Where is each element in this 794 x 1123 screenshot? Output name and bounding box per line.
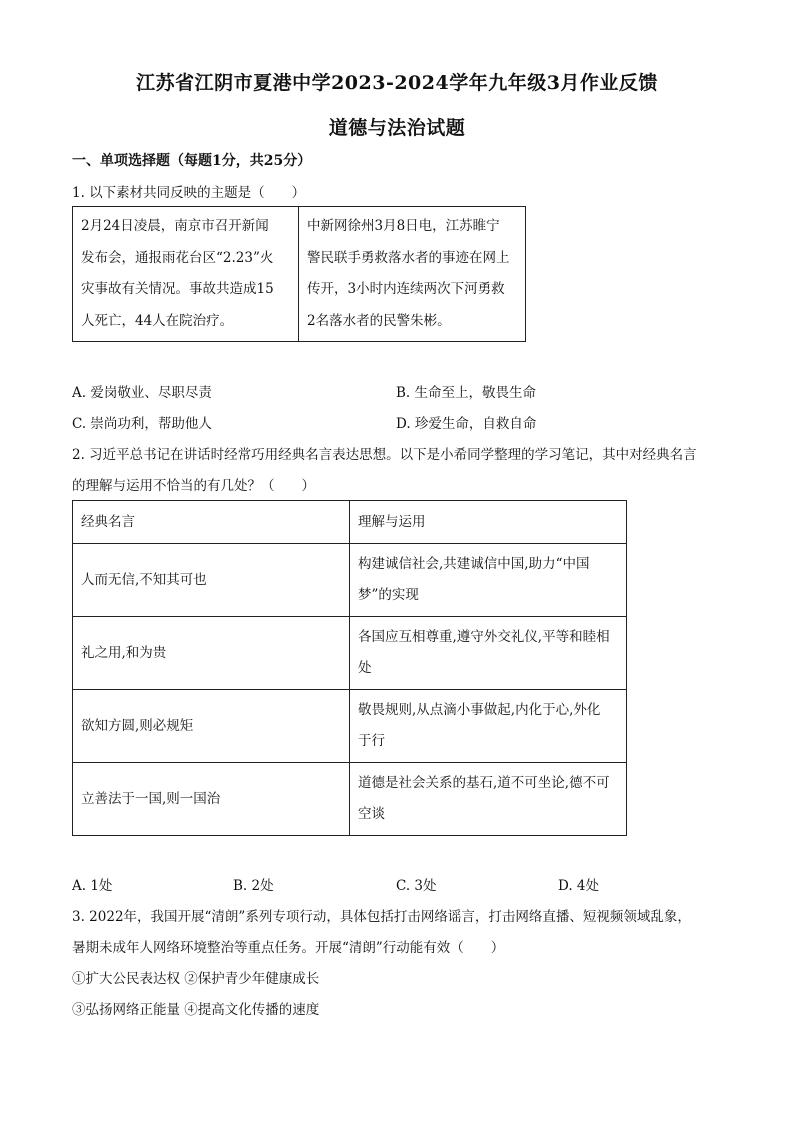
q1-left-line: 发布会，通报雨花台区“2.23”火 (81, 249, 274, 266)
q2-option-d: D. 4处 (558, 878, 600, 894)
q1-option-c: C. 崇尚功利，帮助他人 (72, 416, 212, 432)
q1-right-line: 警民联手勇救落水者的事迹在网上 (307, 249, 510, 266)
use-cell (350, 544, 627, 617)
q1-right-line: 2名落水者的民警朱彬。 (307, 312, 451, 329)
table-row (73, 690, 627, 763)
q1-option-d: D. 珍爱生命，自救自命 (396, 416, 537, 432)
use-line: 各国应互相尊重,遵守外交礼仪,平等和睦相 (358, 629, 610, 645)
q2-stem-line2: 的理解与运用不恰当的有几处？（ ） (72, 478, 315, 494)
table-row (73, 544, 627, 617)
q3-items-line2: ③弘扬网络正能量 ④提高文化传播的速度 (72, 1002, 320, 1018)
use-cell (350, 763, 627, 836)
q3-stem-line2: 暑期未成年人网络环境整治等重点任务。开展“清朗”行动能有效（ ） (72, 940, 505, 956)
use-line: 空谈 (358, 806, 385, 822)
q1-material-table (72, 206, 526, 342)
use-line: 构建诚信社会,共建诚信中国,助力“中国 (358, 556, 590, 572)
use-line: 处 (358, 660, 372, 676)
use-line: 于行 (358, 733, 385, 749)
quote-cell: 礼之用,和为贵 (73, 617, 350, 690)
table-row (73, 617, 627, 690)
quote-cell: 人而无信,不知其可也 (73, 544, 350, 617)
q3-stem-line1: 3. 2022年，我国开展“清朗”系列专项行动，具体包括打击网络谣言，打击网络直播、短视频领域乱象， (72, 909, 691, 925)
q2-option-c: C. 3处 (396, 878, 437, 894)
q1-material-right (299, 207, 525, 341)
q2-quotes-table (72, 500, 627, 836)
table-header-row (73, 501, 627, 544)
q1-left-line: 人死亡，44人在院治疗。 (81, 312, 234, 329)
table-row (73, 763, 627, 836)
quote-cell: 立善法于一国,则一国治 (73, 763, 350, 836)
document-subtitle: 道德与法治试题 (328, 117, 466, 139)
q3-items-line1: ①扩大公民表达权 ②保护青少年健康成长 (72, 971, 320, 987)
q2-stem-line1: 2. 习近平总书记在讲话时经常巧用经典名言表达思想。以下是小希同学整理的学习笔记，其中对经典名言 (72, 447, 697, 463)
use-cell (350, 617, 627, 690)
q1-right-line: 中新网徐州3月8日电，江苏睢宁 (307, 218, 500, 234)
header-use: 理解与运用 (350, 501, 627, 544)
document-title: 江苏省江阴市夏港中学2023-2024学年九年级3月作业反馈 (136, 72, 658, 94)
q1-stem: 1. 以下素材共同反映的主题是（ ） (72, 185, 306, 201)
q1-left-line: 2月24日凌晨，南京市召开新闻 (81, 218, 269, 234)
q1-right-line: 传开，3小时内连续两次下河勇救 (307, 281, 505, 297)
use-line: 道德是社会关系的基石,道不可坐论,德不可 (358, 775, 610, 791)
quote-cell: 欲知方圆,则必规矩 (73, 690, 350, 763)
q1-option-b: B. 生命至上，敬畏生命 (396, 385, 537, 401)
q2-option-b: B. 2处 (233, 878, 274, 894)
section-heading: 一、单项选择题（每题1分，共25分） (72, 153, 312, 169)
q1-option-a: A. 爱岗敬业、尽职尽责 (72, 385, 212, 401)
use-line: 梦”的实现 (358, 587, 419, 603)
use-cell (350, 690, 627, 763)
q1-material-left (73, 207, 299, 341)
q2-option-a: A. 1处 (72, 878, 113, 894)
q1-left-line: 灾事故有关情况。事故共造成15 (81, 281, 274, 297)
use-line: 敬畏规则,从点滴小事做起,内化于心,外化 (358, 702, 601, 718)
header-quote: 经典名言 (73, 501, 350, 544)
